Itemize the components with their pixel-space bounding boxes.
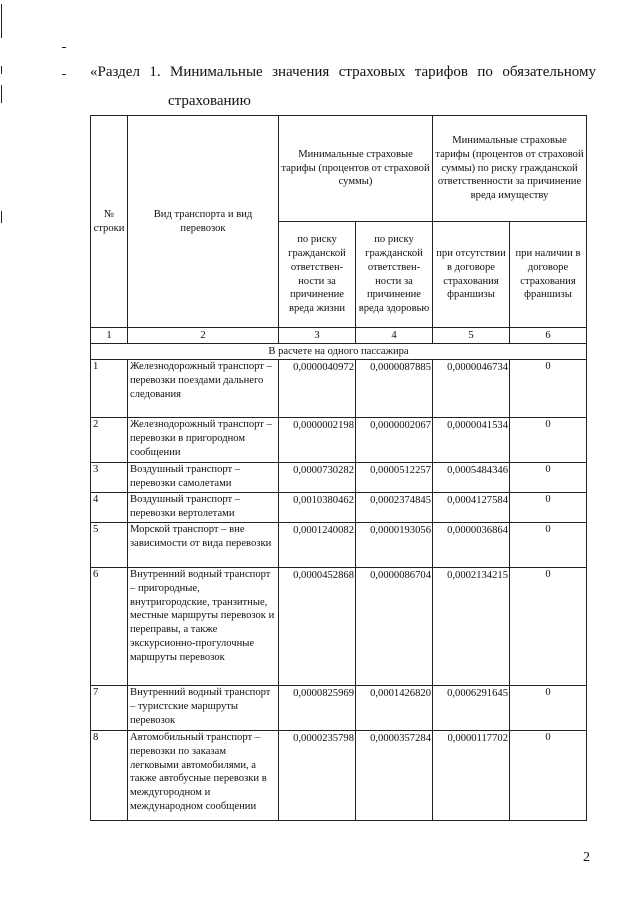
table-row <box>91 731 587 821</box>
row-number: 1 <box>91 360 128 418</box>
column-number: 3 <box>279 328 356 344</box>
heading-line-1: «Раздел 1. Минимальные значения страховых тарифов по обязательному <box>90 64 596 80</box>
transport-kind: Воздушный транспорт – перевозки самолетами <box>128 463 279 493</box>
tariff-life: 0,0000825969 <box>279 686 356 731</box>
column-number: 4 <box>356 328 433 344</box>
scan-mark <box>1 66 2 74</box>
tariff-property-no-franchise: 0,0000117702 <box>433 731 510 821</box>
row-number: 4 <box>91 493 128 523</box>
scan-mark <box>62 74 66 75</box>
table-row <box>91 523 587 568</box>
tariff-property-with-franchise: 0 <box>510 523 587 568</box>
scan-mark <box>62 47 66 48</box>
transport-kind: Автомобильный транспорт – перевозки по заказам легковыми автомобилями, а также автобусные перевозки в междугородном и международном сообщении <box>128 731 279 821</box>
tariff-life: 0,0010380462 <box>279 493 356 523</box>
table-row <box>91 360 587 418</box>
table-row <box>91 493 587 523</box>
table-row <box>91 463 587 493</box>
tariff-life: 0,0000235798 <box>279 731 356 821</box>
column-numbers-row <box>91 328 587 344</box>
section-heading <box>90 58 596 116</box>
header-life: по риску гражданской ответствен-ности за причинение вреда жизни <box>279 222 356 328</box>
row-number: 5 <box>91 523 128 568</box>
tariff-property-no-franchise: 0,0004127584 <box>433 493 510 523</box>
column-number: 2 <box>128 328 279 344</box>
column-number: 5 <box>433 328 510 344</box>
tariff-life: 0,0000452868 <box>279 568 356 686</box>
tariff-life: 0,0001240082 <box>279 523 356 568</box>
heading-line-2: страхованию <box>168 93 251 109</box>
tariff-property-with-franchise: 0 <box>510 418 587 463</box>
row-number: 6 <box>91 568 128 686</box>
table-row <box>91 568 587 686</box>
table-row <box>91 686 587 731</box>
row-number: 8 <box>91 731 128 821</box>
tariff-property-with-franchise: 0 <box>510 568 587 686</box>
transport-kind: Железнодорожный транспорт – перевозки поездами дальнего следования <box>128 360 279 418</box>
scan-mark <box>1 85 2 103</box>
tariff-property-with-franchise: 0 <box>510 686 587 731</box>
column-number: 1 <box>91 328 128 344</box>
tariff-life: 0,0000040972 <box>279 360 356 418</box>
header-transport-kind: Вид транспорта и вид перевозок <box>128 116 279 328</box>
tariff-property-with-franchise: 0 <box>510 493 587 523</box>
tariff-property-no-franchise: 0,0000041534 <box>433 418 510 463</box>
section-row: В расчете на одного пассажира <box>91 344 587 360</box>
header-row-number: № строки <box>91 116 128 328</box>
tariff-health: 0,0000193056 <box>356 523 433 568</box>
header-health: по риску гражданской ответствен-ности за причинение вреда здоровью <box>356 222 433 328</box>
header-group-life-health: Минимальные страховые тарифы (процентов от страховой суммы) <box>279 116 433 222</box>
header-with-franchise: при наличии в договоре страхования франшизы <box>510 222 587 328</box>
tariff-health: 0,0000087885 <box>356 360 433 418</box>
tariff-property-with-franchise: 0 <box>510 463 587 493</box>
table-row <box>91 418 587 463</box>
tariff-life: 0,0000730282 <box>279 463 356 493</box>
tariff-property-no-franchise: 0,0000046734 <box>433 360 510 418</box>
tariff-health: 0,0000357284 <box>356 731 433 821</box>
tariff-property-no-franchise: 0,0002134215 <box>433 568 510 686</box>
column-number: 6 <box>510 328 587 344</box>
tariff-life: 0,0000002198 <box>279 418 356 463</box>
row-number: 2 <box>91 418 128 463</box>
tariff-health: 0,0001426820 <box>356 686 433 731</box>
row-number: 3 <box>91 463 128 493</box>
header-no-franchise: при отсутствии в договоре страхования франшизы <box>433 222 510 328</box>
tariff-property-no-franchise: 0,0005484346 <box>433 463 510 493</box>
transport-kind: Морской транспорт – вне зависимости от вида перевозки <box>128 523 279 568</box>
tariff-health: 0,0000512257 <box>356 463 433 493</box>
tariff-table <box>90 115 587 821</box>
row-number: 7 <box>91 686 128 731</box>
header-group-property: Минимальные страховые тарифы (процентов от страховой суммы) по риску гражданской ответственности за причинение вреда имуществу <box>433 116 587 222</box>
scan-mark <box>1 4 2 38</box>
tariff-health: 0,0000086704 <box>356 568 433 686</box>
tariff-property-with-franchise: 0 <box>510 731 587 821</box>
scan-mark <box>1 211 2 223</box>
tariff-property-no-franchise: 0,0006291645 <box>433 686 510 731</box>
transport-kind: Внутренний водный транспорт – туристские маршруты перевозок <box>128 686 279 731</box>
transport-kind: Железнодорожный транспорт – перевозки в пригородном сообщении <box>128 418 279 463</box>
tariff-property-no-franchise: 0,0000036864 <box>433 523 510 568</box>
tariff-health: 0,0000002067 <box>356 418 433 463</box>
page-number: 2 <box>583 850 590 865</box>
tariff-health: 0,0002374845 <box>356 493 433 523</box>
transport-kind: Внутренний водный транспорт – пригородные, внутригородские, транзитные, местные маршруты перевозок и переправы, а также экскурсионно-прогулочные маршруты перевозок <box>128 568 279 686</box>
tariff-property-with-franchise: 0 <box>510 360 587 418</box>
transport-kind: Воздушный транспорт – перевозки вертолетами <box>128 493 279 523</box>
